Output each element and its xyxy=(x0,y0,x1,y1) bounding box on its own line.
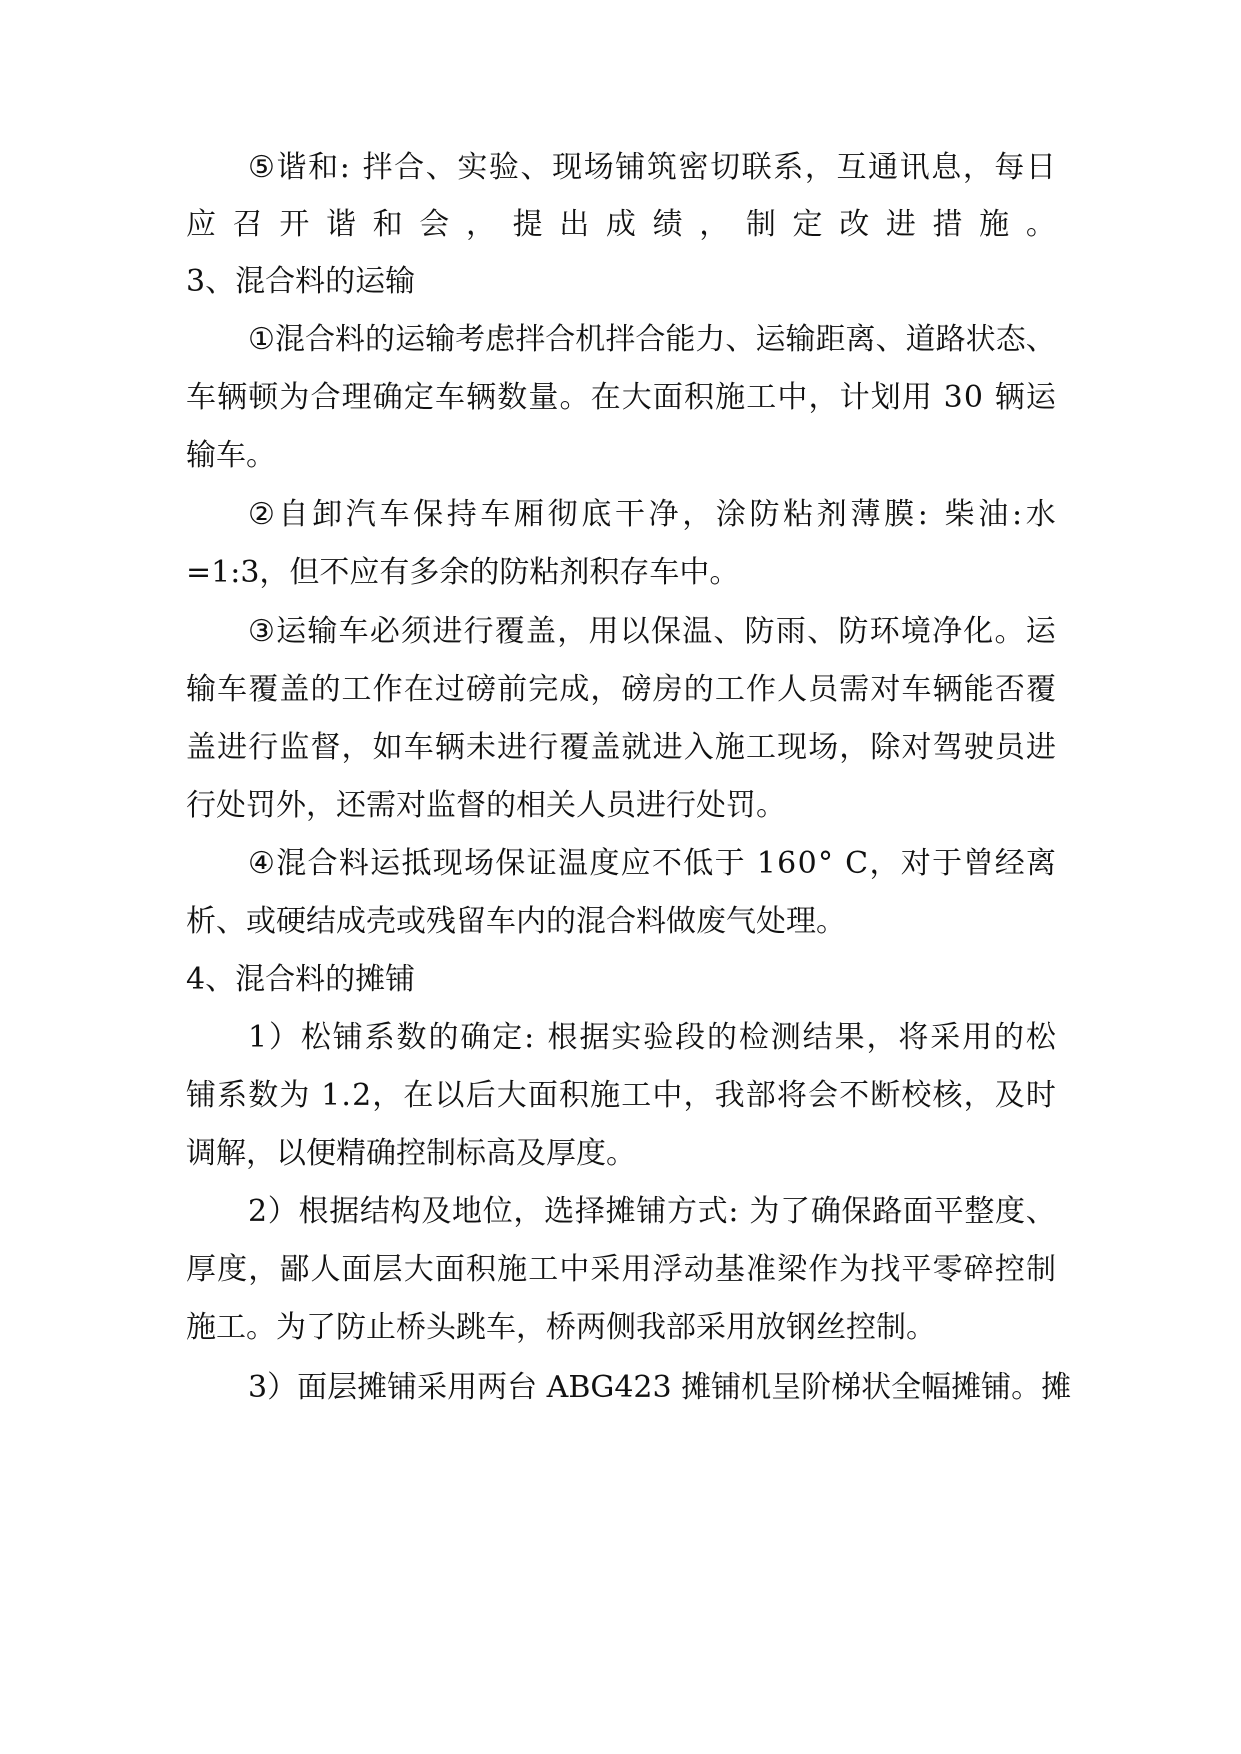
paragraph-line: 输 车 覆 盖 的 工 作 在 过 磅 前 完 成 ， 磅 房 的 工 作 人 员 需 对 车 辆 能 否 覆 xyxy=(186,672,1056,707)
paragraph-line: 车 辆 顿 为 合 理 确 定 车 辆 数 量 。 在 大 面 积 施 工 中 ， 计 划 用 3 0 辆 运 xyxy=(186,380,1056,415)
paragraph-line: 1 ） 松 铺 系 数 的 确 定 : 根 据 实 验 段 的 检 测 结 果 ， 将 采 用 的 松 xyxy=(248,1020,1056,1055)
paragraph-line: ⑤ 谐 和 : 拌 合 、 实 验 、 现 场 铺 筑 密 切 联 系 ， 互 通 讯 息 ， 每 日 xyxy=(248,150,1056,185)
paragraph-line: ① 混 合 料 的 运 输 考 虑 拌 合 机 拌 合 能 力 、 运 输 距 离 、 道 路 状 态 、 xyxy=(248,322,1056,357)
section-heading: 3、混合料的运输 xyxy=(186,264,416,299)
paragraph-line: ② 自 卸 汽 车 保 持 车 厢 彻 底 干 净 ， 涂 防 粘 剂 薄 膜 : 柴 油 : 水 xyxy=(248,497,1056,532)
paragraph-line: 盖 进 行 监 督 ， 如 车 辆 未 进 行 覆 盖 就 进 入 施 工 现 场 ， 除 对 驾 驶 员 进 xyxy=(186,730,1056,765)
paragraph-line: ③ 运 输 车 必 须 进 行 覆 盖 ， 用 以 保 温 、 防 雨 、 防 环 境 净 化 。 运 xyxy=(248,614,1056,649)
paragraph-line: 输车。 xyxy=(186,438,276,473)
paragraph-line: 应 召 开 谐 和 会 ， 提 出 成 绩 ， 制 定 改 进 措 施 。 xyxy=(186,207,1056,242)
paragraph-line: =1:3，但不应有多余的防粘剂积存车中。 xyxy=(186,555,740,590)
paragraph-line: 调解，以便精确控制标高及厚度。 xyxy=(186,1136,636,1171)
paragraph-line: ④ 混 合 料 运 抵 现 场 保 证 温 度 应 不 低 于 1 6 0 ° C ， 对 于 曾 经 离 xyxy=(248,846,1056,881)
paragraph-line: 施工。为了防止桥头跳车，桥两侧我部采用放钢丝控制。 xyxy=(186,1310,936,1345)
paragraph-line: 3 ） 面 层 摊 铺 采 用 两 台 A B G 4 2 3 摊 铺 机 呈 阶 梯 状 全 幅 摊 铺 。 摊 xyxy=(248,1370,1072,1405)
paragraph-line: 厚 度 ， 鄙 人 面 层 大 面 积 施 工 中 采 用 浮 动 基 准 梁 作 为 找 平 零 碎 控 制 xyxy=(186,1252,1056,1287)
paragraph-line: 析、或硬结成壳或残留车内的混合料做废气处理。 xyxy=(186,904,846,939)
paragraph-line: 铺 系 数 为 1 . 2 ， 在 以 后 大 面 积 施 工 中 ， 我 部 将 会 不 断 校 核 ， 及 时 xyxy=(186,1078,1056,1113)
paragraph-line: 2 ） 根 据 结 构 及 地 位 ， 选 择 摊 铺 方 式 : 为 了 确 保 路 面 平 整 度 、 xyxy=(248,1194,1056,1229)
section-heading: 4、混合料的摊铺 xyxy=(186,962,416,997)
paragraph-line: 行处罚外，还需对监督的相关人员进行处罚。 xyxy=(186,788,786,823)
